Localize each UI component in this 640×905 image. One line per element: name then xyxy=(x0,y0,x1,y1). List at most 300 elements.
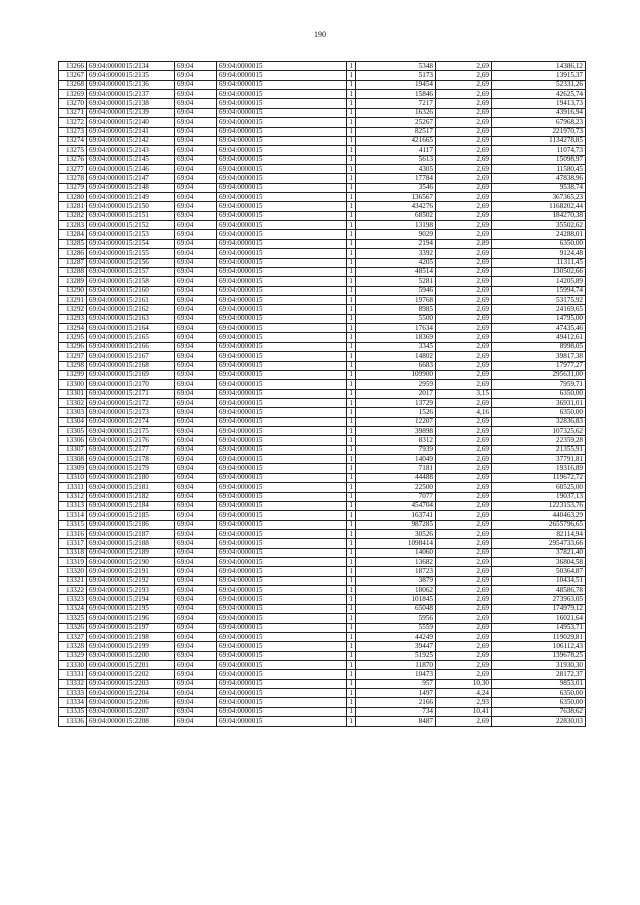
count-cell: 1 xyxy=(347,267,356,276)
area-cell: 48514 xyxy=(356,267,436,276)
cadastral-number-cell: 69:04:0000015:2146 xyxy=(87,164,175,173)
table-row xyxy=(59,80,586,89)
table-row xyxy=(59,286,586,295)
row-number-cell: 13309 xyxy=(59,464,87,473)
specific-value-cell: 2,69 xyxy=(436,305,492,314)
count-cell: 1 xyxy=(347,127,356,136)
count-cell: 1 xyxy=(347,174,356,183)
row-number-cell: 13313 xyxy=(59,501,87,510)
cadastral-number-cell: 69:04:0000015:2173 xyxy=(87,408,175,417)
count-cell: 1 xyxy=(347,90,356,99)
table-row xyxy=(59,464,586,473)
cadastral-value-cell: 15098,97 xyxy=(492,155,586,164)
district-code-cell: 69:04 xyxy=(175,698,217,707)
table-row xyxy=(59,230,586,239)
cadastral-value-cell: 10434,51 xyxy=(492,576,586,585)
quarter-number-cell: 69:04:0000015 xyxy=(217,614,347,623)
count-cell: 1 xyxy=(347,473,356,482)
specific-value-cell: 2,93 xyxy=(436,698,492,707)
district-code-cell: 69:04 xyxy=(175,62,217,71)
cadastral-value-cell: 107325,62 xyxy=(492,427,586,436)
cadastral-number-cell: 69:04:0000015:2184 xyxy=(87,501,175,510)
cadastral-number-cell: 69:04:0000015:2169 xyxy=(87,370,175,379)
row-number-cell: 13335 xyxy=(59,707,87,716)
district-code-cell: 69:04 xyxy=(175,342,217,351)
district-code-cell: 69:04 xyxy=(175,539,217,548)
specific-value-cell: 2,69 xyxy=(436,258,492,267)
district-code-cell: 69:04 xyxy=(175,501,217,510)
specific-value-cell: 2,69 xyxy=(436,614,492,623)
specific-value-cell: 2,69 xyxy=(436,501,492,510)
row-number-cell: 13281 xyxy=(59,202,87,211)
count-cell: 1 xyxy=(347,324,356,333)
district-code-cell: 69:04 xyxy=(175,558,217,567)
district-code-cell: 69:04 xyxy=(175,389,217,398)
specific-value-cell: 2,69 xyxy=(436,230,492,239)
table-row xyxy=(59,586,586,595)
area-cell: 19768 xyxy=(356,295,436,304)
count-cell: 1 xyxy=(347,286,356,295)
quarter-number-cell: 69:04:0000015 xyxy=(217,567,347,576)
area-cell: 2017 xyxy=(356,389,436,398)
area-cell: 14060 xyxy=(356,548,436,557)
district-code-cell: 69:04 xyxy=(175,136,217,145)
quarter-number-cell: 69:04:0000015 xyxy=(217,108,347,117)
row-number-cell: 13317 xyxy=(59,539,87,548)
table-row xyxy=(59,267,586,276)
table-row xyxy=(59,211,586,220)
count-cell: 1 xyxy=(347,511,356,520)
count-cell: 1 xyxy=(347,586,356,595)
table-row xyxy=(59,604,586,613)
count-cell: 1 xyxy=(347,483,356,492)
area-cell: 1497 xyxy=(356,689,436,698)
table-row xyxy=(59,389,586,398)
count-cell: 1 xyxy=(347,661,356,670)
district-code-cell: 69:04 xyxy=(175,679,217,688)
cadastral-value-table xyxy=(58,61,586,727)
count-cell: 1 xyxy=(347,361,356,370)
quarter-number-cell: 69:04:0000015 xyxy=(217,314,347,323)
quarter-number-cell: 69:04:0000015 xyxy=(217,632,347,641)
quarter-number-cell: 69:04:0000015 xyxy=(217,183,347,192)
district-code-cell: 69:04 xyxy=(175,529,217,538)
cadastral-value-cell: 119672,72 xyxy=(492,473,586,482)
cadastral-number-cell: 69:04:0000015:2138 xyxy=(87,99,175,108)
area-cell: 109900 xyxy=(356,370,436,379)
area-cell: 51925 xyxy=(356,651,436,660)
table-row xyxy=(59,249,586,258)
count-cell: 1 xyxy=(347,642,356,651)
cadastral-value-cell: 7959,71 xyxy=(492,380,586,389)
row-number-cell: 13279 xyxy=(59,183,87,192)
specific-value-cell: 2,69 xyxy=(436,183,492,192)
quarter-number-cell: 69:04:0000015 xyxy=(217,211,347,220)
table-row xyxy=(59,136,586,145)
row-number-cell: 13297 xyxy=(59,352,87,361)
cadastral-value-cell: 6350,00 xyxy=(492,408,586,417)
cadastral-value-cell: 13915,37 xyxy=(492,71,586,80)
quarter-number-cell: 69:04:0000015 xyxy=(217,90,347,99)
row-number-cell: 13285 xyxy=(59,239,87,248)
cadastral-number-cell: 69:04:0000015:2185 xyxy=(87,511,175,520)
specific-value-cell: 2,69 xyxy=(436,483,492,492)
count-cell: 1 xyxy=(347,436,356,445)
row-number-cell: 13284 xyxy=(59,230,87,239)
table-row xyxy=(59,427,586,436)
cadastral-number-cell: 69:04:0000015:2195 xyxy=(87,604,175,613)
quarter-number-cell: 69:04:0000015 xyxy=(217,118,347,127)
cadastral-value-cell: 8998,05 xyxy=(492,342,586,351)
quarter-number-cell: 69:04:0000015 xyxy=(217,352,347,361)
cadastral-value-cell: 14205,89 xyxy=(492,277,586,286)
area-cell: 2959 xyxy=(356,380,436,389)
count-cell: 1 xyxy=(347,398,356,407)
cadastral-number-cell: 69:04:0000015:2151 xyxy=(87,211,175,220)
table-row xyxy=(59,277,586,286)
cadastral-number-cell: 69:04:0000015:2200 xyxy=(87,651,175,660)
area-cell: 7077 xyxy=(356,492,436,501)
specific-value-cell: 2,69 xyxy=(436,576,492,585)
district-code-cell: 69:04 xyxy=(175,295,217,304)
area-cell: 987285 xyxy=(356,520,436,529)
district-code-cell: 69:04 xyxy=(175,221,217,230)
area-cell: 1526 xyxy=(356,408,436,417)
table-row xyxy=(59,118,586,127)
district-code-cell: 69:04 xyxy=(175,352,217,361)
specific-value-cell: 2,69 xyxy=(436,286,492,295)
area-cell: 3546 xyxy=(356,183,436,192)
quarter-number-cell: 69:04:0000015 xyxy=(217,595,347,604)
cadastral-value-cell: 24288,01 xyxy=(492,230,586,239)
specific-value-cell: 2,69 xyxy=(436,520,492,529)
specific-value-cell: 10,30 xyxy=(436,679,492,688)
specific-value-cell: 2,69 xyxy=(436,118,492,127)
cadastral-value-cell: 174979,12 xyxy=(492,604,586,613)
specific-value-cell: 2,69 xyxy=(436,136,492,145)
table-row xyxy=(59,698,586,707)
quarter-number-cell: 69:04:0000015 xyxy=(217,258,347,267)
area-cell: 14802 xyxy=(356,352,436,361)
quarter-number-cell: 69:04:0000015 xyxy=(217,333,347,342)
cadastral-number-cell: 69:04:0000015:2141 xyxy=(87,127,175,136)
table-row xyxy=(59,632,586,641)
area-cell: 22500 xyxy=(356,483,436,492)
quarter-number-cell: 69:04:0000015 xyxy=(217,520,347,529)
specific-value-cell: 2,69 xyxy=(436,62,492,71)
specific-value-cell: 2,69 xyxy=(436,164,492,173)
cadastral-number-cell: 69:04:0000015:2198 xyxy=(87,632,175,641)
cadastral-number-cell: 69:04:0000015:2166 xyxy=(87,342,175,351)
cadastral-number-cell: 69:04:0000015:2155 xyxy=(87,249,175,258)
cadastral-value-cell: 32836,83 xyxy=(492,417,586,426)
cadastral-value-cell: 53175,92 xyxy=(492,295,586,304)
district-code-cell: 69:04 xyxy=(175,230,217,239)
district-code-cell: 69:04 xyxy=(175,286,217,295)
row-number-cell: 13318 xyxy=(59,548,87,557)
row-number-cell: 13268 xyxy=(59,80,87,89)
cadastral-value-cell: 9124,48 xyxy=(492,249,586,258)
specific-value-cell: 2,69 xyxy=(436,511,492,520)
cadastral-number-cell: 69:04:0000015:2160 xyxy=(87,286,175,295)
row-number-cell: 13282 xyxy=(59,211,87,220)
specific-value-cell: 2,69 xyxy=(436,90,492,99)
cadastral-number-cell: 69:04:0000015:2178 xyxy=(87,455,175,464)
area-cell: 454704 xyxy=(356,501,436,510)
cadastral-value-cell: 130502,66 xyxy=(492,267,586,276)
quarter-number-cell: 69:04:0000015 xyxy=(217,267,347,276)
quarter-number-cell: 69:04:0000015 xyxy=(217,277,347,286)
area-cell: 13682 xyxy=(356,558,436,567)
cadastral-value-cell: 14953,71 xyxy=(492,623,586,632)
specific-value-cell: 2,69 xyxy=(436,529,492,538)
count-cell: 1 xyxy=(347,520,356,529)
count-cell: 1 xyxy=(347,164,356,173)
table-row xyxy=(59,436,586,445)
quarter-number-cell: 69:04:0000015 xyxy=(217,464,347,473)
count-cell: 1 xyxy=(347,258,356,267)
cadastral-value-cell: 1134278,85 xyxy=(492,136,586,145)
area-cell: 8487 xyxy=(356,717,436,726)
district-code-cell: 69:04 xyxy=(175,623,217,632)
specific-value-cell: 2,69 xyxy=(436,604,492,613)
specific-value-cell: 2,69 xyxy=(436,567,492,576)
count-cell: 1 xyxy=(347,118,356,127)
count-cell: 1 xyxy=(347,427,356,436)
count-cell: 1 xyxy=(347,389,356,398)
table-row xyxy=(59,193,586,202)
district-code-cell: 69:04 xyxy=(175,614,217,623)
area-cell: 434276 xyxy=(356,202,436,211)
quarter-number-cell: 69:04:0000015 xyxy=(217,445,347,454)
specific-value-cell: 2,69 xyxy=(436,352,492,361)
cadastral-value-cell: 31930,30 xyxy=(492,661,586,670)
area-cell: 8312 xyxy=(356,436,436,445)
quarter-number-cell: 69:04:0000015 xyxy=(217,164,347,173)
cadastral-value-cell: 273963,05 xyxy=(492,595,586,604)
district-code-cell: 69:04 xyxy=(175,436,217,445)
cadastral-number-cell: 69:04:0000015:2164 xyxy=(87,324,175,333)
area-cell: 18369 xyxy=(356,333,436,342)
cadastral-value-cell: 7638,62 xyxy=(492,707,586,716)
row-number-cell: 13316 xyxy=(59,529,87,538)
cadastral-value-cell: 82114,94 xyxy=(492,529,586,538)
specific-value-cell: 2,69 xyxy=(436,127,492,136)
cadastral-number-cell: 69:04:0000015:2179 xyxy=(87,464,175,473)
area-cell: 7939 xyxy=(356,445,436,454)
cadastral-number-cell: 69:04:0000015:2158 xyxy=(87,277,175,286)
cadastral-value-cell: 42625,74 xyxy=(492,90,586,99)
cadastral-number-cell: 69:04:0000015:2201 xyxy=(87,661,175,670)
area-cell: 18062 xyxy=(356,586,436,595)
area-cell: 5559 xyxy=(356,623,436,632)
row-number-cell: 13310 xyxy=(59,473,87,482)
quarter-number-cell: 69:04:0000015 xyxy=(217,127,347,136)
specific-value-cell: 2,69 xyxy=(436,661,492,670)
count-cell: 1 xyxy=(347,221,356,230)
count-cell: 1 xyxy=(347,558,356,567)
area-cell: 16326 xyxy=(356,108,436,117)
quarter-number-cell: 69:04:0000015 xyxy=(217,324,347,333)
count-cell: 1 xyxy=(347,623,356,632)
area-cell: 17784 xyxy=(356,174,436,183)
table-row xyxy=(59,155,586,164)
row-number-cell: 13324 xyxy=(59,604,87,613)
row-number-cell: 13290 xyxy=(59,286,87,295)
specific-value-cell: 2,69 xyxy=(436,277,492,286)
district-code-cell: 69:04 xyxy=(175,417,217,426)
specific-value-cell: 2,69 xyxy=(436,99,492,108)
area-cell: 17634 xyxy=(356,324,436,333)
quarter-number-cell: 69:04:0000015 xyxy=(217,651,347,660)
district-code-cell: 69:04 xyxy=(175,155,217,164)
district-code-cell: 69:04 xyxy=(175,548,217,557)
cadastral-value-cell: 6350,00 xyxy=(492,389,586,398)
cadastral-number-cell: 69:04:0000015:2186 xyxy=(87,520,175,529)
row-number-cell: 13300 xyxy=(59,380,87,389)
area-cell: 2166 xyxy=(356,698,436,707)
cadastral-number-cell: 69:04:0000015:2194 xyxy=(87,595,175,604)
district-code-cell: 69:04 xyxy=(175,324,217,333)
quarter-number-cell: 69:04:0000015 xyxy=(217,586,347,595)
cadastral-value-cell: 49412,61 xyxy=(492,333,586,342)
quarter-number-cell: 69:04:0000015 xyxy=(217,623,347,632)
count-cell: 1 xyxy=(347,249,356,258)
table-row xyxy=(59,408,586,417)
cadastral-number-cell: 69:04:0000015:2139 xyxy=(87,108,175,117)
row-number-cell: 13334 xyxy=(59,698,87,707)
cadastral-value-cell: 11311,45 xyxy=(492,258,586,267)
specific-value-cell: 2,69 xyxy=(436,249,492,258)
cadastral-number-cell: 69:04:0000015:2136 xyxy=(87,80,175,89)
area-cell: 82517 xyxy=(356,127,436,136)
count-cell: 1 xyxy=(347,707,356,716)
row-number-cell: 13272 xyxy=(59,118,87,127)
area-cell: 421665 xyxy=(356,136,436,145)
cadastral-value-cell: 47838,96 xyxy=(492,174,586,183)
cadastral-number-cell: 69:04:0000015:2134 xyxy=(87,62,175,71)
area-cell: 734 xyxy=(356,707,436,716)
row-number-cell: 13293 xyxy=(59,314,87,323)
table-row xyxy=(59,642,586,651)
count-cell: 1 xyxy=(347,529,356,538)
table-row xyxy=(59,492,586,501)
area-cell: 15846 xyxy=(356,90,436,99)
row-number-cell: 13271 xyxy=(59,108,87,117)
cadastral-value-cell: 47435,46 xyxy=(492,324,586,333)
specific-value-cell: 4,24 xyxy=(436,689,492,698)
quarter-number-cell: 69:04:0000015 xyxy=(217,661,347,670)
cadastral-value-cell: 11580,45 xyxy=(492,164,586,173)
table-row xyxy=(59,670,586,679)
area-cell: 5281 xyxy=(356,277,436,286)
specific-value-cell: 2,69 xyxy=(436,651,492,660)
count-cell: 1 xyxy=(347,380,356,389)
cadastral-value-cell: 11074,73 xyxy=(492,146,586,155)
specific-value-cell: 2,69 xyxy=(436,427,492,436)
district-code-cell: 69:04 xyxy=(175,380,217,389)
quarter-number-cell: 69:04:0000015 xyxy=(217,342,347,351)
row-number-cell: 13269 xyxy=(59,90,87,99)
quarter-number-cell: 69:04:0000015 xyxy=(217,305,347,314)
area-cell: 14049 xyxy=(356,455,436,464)
row-number-cell: 13273 xyxy=(59,127,87,136)
table-row xyxy=(59,314,586,323)
row-number-cell: 13303 xyxy=(59,408,87,417)
cadastral-number-cell: 69:04:0000015:2187 xyxy=(87,529,175,538)
row-number-cell: 13305 xyxy=(59,427,87,436)
quarter-number-cell: 69:04:0000015 xyxy=(217,558,347,567)
cadastral-number-cell: 69:04:0000015:2156 xyxy=(87,258,175,267)
row-number-cell: 13306 xyxy=(59,436,87,445)
count-cell: 1 xyxy=(347,567,356,576)
specific-value-cell: 3,15 xyxy=(436,389,492,398)
cadastral-number-cell: 69:04:0000015:2135 xyxy=(87,71,175,80)
area-cell: 18723 xyxy=(356,567,436,576)
quarter-number-cell: 69:04:0000015 xyxy=(217,501,347,510)
quarter-number-cell: 69:04:0000015 xyxy=(217,539,347,548)
district-code-cell: 69:04 xyxy=(175,127,217,136)
cadastral-value-cell: 14386,12 xyxy=(492,62,586,71)
table-row xyxy=(59,183,586,192)
cadastral-number-cell: 69:04:0000015:2154 xyxy=(87,239,175,248)
cadastral-number-cell: 69:04:0000015:2191 xyxy=(87,567,175,576)
cadastral-number-cell: 69:04:0000015:2157 xyxy=(87,267,175,276)
cadastral-number-cell: 69:04:0000015:2192 xyxy=(87,576,175,585)
row-number-cell: 13287 xyxy=(59,258,87,267)
specific-value-cell: 2,69 xyxy=(436,71,492,80)
quarter-number-cell: 69:04:0000015 xyxy=(217,389,347,398)
table-row xyxy=(59,445,586,454)
count-cell: 1 xyxy=(347,445,356,454)
cadastral-number-cell: 69:04:0000015:2197 xyxy=(87,623,175,632)
quarter-number-cell: 69:04:0000015 xyxy=(217,221,347,230)
count-cell: 1 xyxy=(347,99,356,108)
district-code-cell: 69:04 xyxy=(175,455,217,464)
district-code-cell: 69:04 xyxy=(175,193,217,202)
quarter-number-cell: 69:04:0000015 xyxy=(217,99,347,108)
row-number-cell: 13333 xyxy=(59,689,87,698)
area-cell: 65048 xyxy=(356,604,436,613)
quarter-number-cell: 69:04:0000015 xyxy=(217,670,347,679)
cadastral-value-cell: 43916,94 xyxy=(492,108,586,117)
cadastral-value-cell: 50364,87 xyxy=(492,567,586,576)
area-cell: 8985 xyxy=(356,305,436,314)
table-row xyxy=(59,352,586,361)
area-cell: 5500 xyxy=(356,314,436,323)
table-row xyxy=(59,623,586,632)
quarter-number-cell: 69:04:0000015 xyxy=(217,370,347,379)
cadastral-number-cell: 69:04:0000015:2161 xyxy=(87,295,175,304)
table-row xyxy=(59,295,586,304)
area-cell: 3345 xyxy=(356,342,436,351)
table-row xyxy=(59,614,586,623)
row-number-cell: 13298 xyxy=(59,361,87,370)
table-row xyxy=(59,558,586,567)
cadastral-number-cell: 69:04:0000015:2203 xyxy=(87,679,175,688)
row-number-cell: 13296 xyxy=(59,342,87,351)
specific-value-cell: 10,41 xyxy=(436,707,492,716)
specific-value-cell: 2,69 xyxy=(436,670,492,679)
district-code-cell: 69:04 xyxy=(175,118,217,127)
count-cell: 1 xyxy=(347,689,356,698)
quarter-number-cell: 69:04:0000015 xyxy=(217,689,347,698)
count-cell: 1 xyxy=(347,614,356,623)
district-code-cell: 69:04 xyxy=(175,370,217,379)
specific-value-cell: 2,69 xyxy=(436,455,492,464)
district-code-cell: 69:04 xyxy=(175,604,217,613)
table-row xyxy=(59,417,586,426)
